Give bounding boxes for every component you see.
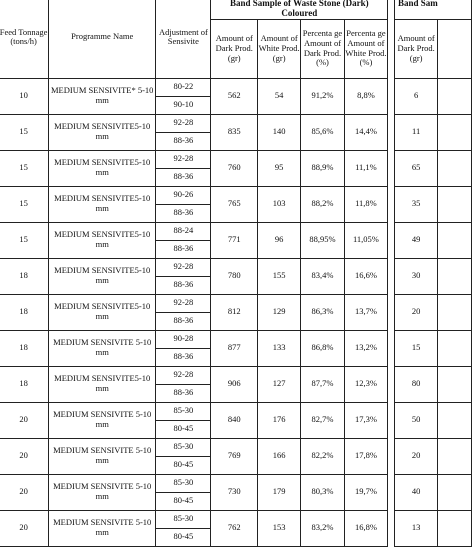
extra-cell bbox=[438, 78, 472, 114]
adjustment-header: Adjustment of Sensivite bbox=[156, 0, 211, 78]
extra-cell bbox=[438, 114, 472, 150]
adjustment-cell: 92-28 bbox=[156, 366, 211, 384]
table-row bbox=[0, 258, 472, 276]
table-row bbox=[0, 222, 472, 240]
dark-prod-cell-2: 20 bbox=[395, 294, 438, 330]
extra-cell bbox=[438, 150, 472, 186]
table-row bbox=[0, 186, 472, 204]
programme-name-cell: MEDIUM SENSIVITE5-10 mm bbox=[49, 186, 156, 222]
extra-cell bbox=[438, 222, 472, 258]
adjustment-cell: 92-28 bbox=[156, 258, 211, 276]
pct-white-cell: 17,8% bbox=[344, 438, 387, 474]
dark-prod-cell: 877 bbox=[211, 330, 258, 366]
white-prod-header: Amount of White Prod. (gr) bbox=[258, 19, 301, 78]
adjustment-cell: 88-36 bbox=[156, 276, 211, 294]
pct-dark-cell: 88,95% bbox=[301, 222, 344, 258]
white-prod-cell: 166 bbox=[258, 438, 301, 474]
pct-white-cell: 11,1% bbox=[344, 150, 387, 186]
adjustment-cell: 80-45 bbox=[156, 456, 211, 474]
feed-tonnage-cell: 20 bbox=[0, 474, 49, 510]
adjustment-cell: 88-24 bbox=[156, 222, 211, 240]
gap-cell bbox=[388, 510, 395, 546]
adjustment-cell: 80-45 bbox=[156, 420, 211, 438]
dark-prod-cell-2: 20 bbox=[395, 438, 438, 474]
table-row bbox=[0, 114, 472, 132]
pct-white-cell: 12,3% bbox=[344, 366, 387, 402]
white-prod-cell: 96 bbox=[258, 222, 301, 258]
pct-dark-cell: 83,2% bbox=[301, 510, 344, 546]
programme-name-cell: MEDIUM SENSIVITE5-10 mm bbox=[49, 114, 156, 150]
extra-cell bbox=[438, 510, 472, 546]
white-prod-cell: 129 bbox=[258, 294, 301, 330]
table-row bbox=[0, 330, 472, 348]
pct-dark-cell: 86,3% bbox=[301, 294, 344, 330]
white-prod-cell: 127 bbox=[258, 366, 301, 402]
dark-prod-cell-2: 13 bbox=[395, 510, 438, 546]
feed-tonnage-cell: 18 bbox=[0, 366, 49, 402]
gap-cell bbox=[388, 258, 395, 294]
programme-name-cell: MEDIUM SENSIVITE 5-10 mm bbox=[49, 474, 156, 510]
dark-prod-cell-2: 30 bbox=[395, 258, 438, 294]
extra-cell bbox=[438, 402, 472, 438]
feed-tonnage-cell: 15 bbox=[0, 150, 49, 186]
dark-prod-cell: 730 bbox=[211, 474, 258, 510]
feed-tonnage-cell: 20 bbox=[0, 402, 49, 438]
table-row bbox=[0, 438, 472, 456]
adjustment-cell: 80-45 bbox=[156, 528, 211, 546]
pct-dark-cell: 82,2% bbox=[301, 438, 344, 474]
pct-white-cell: 13,2% bbox=[344, 330, 387, 366]
dark-prod-cell: 771 bbox=[211, 222, 258, 258]
white-prod-cell: 153 bbox=[258, 510, 301, 546]
gap-cell bbox=[388, 474, 395, 510]
pct-white-cell: 16,6% bbox=[344, 258, 387, 294]
white-prod-cell: 179 bbox=[258, 474, 301, 510]
pct-white-cell: 14,4% bbox=[344, 114, 387, 150]
dark-prod-cell: 812 bbox=[211, 294, 258, 330]
gap-cell bbox=[388, 0, 395, 19]
extra-cell bbox=[438, 474, 472, 510]
feed-tonnage-cell: 18 bbox=[0, 294, 49, 330]
dark-prod-cell-2: 35 bbox=[395, 186, 438, 222]
pct-white-cell: 11,05% bbox=[344, 222, 387, 258]
gap-cell bbox=[388, 19, 395, 78]
feed-tonnage-cell: 18 bbox=[0, 258, 49, 294]
dark-prod-cell: 762 bbox=[211, 510, 258, 546]
feed-tonnage-cell: 15 bbox=[0, 114, 49, 150]
pct-dark-cell: 82,7% bbox=[301, 402, 344, 438]
dark-prod-cell-2: 65 bbox=[395, 150, 438, 186]
pct-dark-header: Percenta ge Amount of Dark Prod. (%) bbox=[301, 19, 344, 78]
extra-cell bbox=[438, 186, 472, 222]
gap-cell bbox=[388, 186, 395, 222]
dark-prod-cell-2: 50 bbox=[395, 402, 438, 438]
pct-dark-cell: 83,4% bbox=[301, 258, 344, 294]
dark-prod-cell: 562 bbox=[211, 78, 258, 114]
programme-name-cell: MEDIUM SENSIVITE5-10 mm bbox=[49, 222, 156, 258]
adjustment-cell: 88-36 bbox=[156, 240, 211, 258]
pct-dark-cell: 86,8% bbox=[301, 330, 344, 366]
adjustment-cell: 88-36 bbox=[156, 312, 211, 330]
adjustment-cell: 80-45 bbox=[156, 492, 211, 510]
dark-prod-cell-2: 15 bbox=[395, 330, 438, 366]
pct-white-cell: 11,8% bbox=[344, 186, 387, 222]
pct-dark-cell: 87,7% bbox=[301, 366, 344, 402]
feed-tonnage-cell: 15 bbox=[0, 186, 49, 222]
table-row bbox=[0, 294, 472, 312]
adjustment-cell: 85-30 bbox=[156, 402, 211, 420]
pct-dark-cell: 88,9% bbox=[301, 150, 344, 186]
table-row bbox=[0, 78, 472, 96]
gap-cell bbox=[388, 78, 395, 114]
pct-dark-cell: 80,3% bbox=[301, 474, 344, 510]
pct-white-cell: 16,8% bbox=[344, 510, 387, 546]
adjustment-cell: 92-28 bbox=[156, 150, 211, 168]
dark-prod-cell: 760 bbox=[211, 150, 258, 186]
adjustment-cell: 88-36 bbox=[156, 348, 211, 366]
dark-prod-cell: 765 bbox=[211, 186, 258, 222]
adjustment-cell: 92-28 bbox=[156, 114, 211, 132]
adjustment-cell: 85-30 bbox=[156, 438, 211, 456]
dark-prod-cell: 780 bbox=[211, 258, 258, 294]
extra-cell bbox=[438, 366, 472, 402]
programme-name-cell: MEDIUM SENSIVITE5-10 mm bbox=[49, 150, 156, 186]
gap-cell bbox=[388, 150, 395, 186]
adjustment-cell: 85-30 bbox=[156, 510, 211, 528]
table-row bbox=[0, 366, 472, 384]
programme-name-cell: MEDIUM SENSIVITE* 5-10 mm bbox=[49, 78, 156, 114]
table-row bbox=[0, 510, 472, 528]
adjustment-cell: 80-22 bbox=[156, 78, 211, 96]
programme-name-cell: MEDIUM SENSIVITE5-10 mm bbox=[49, 294, 156, 330]
adjustment-cell: 88-36 bbox=[156, 132, 211, 150]
extra-cell bbox=[438, 330, 472, 366]
dark-prod-cell-2: 6 bbox=[395, 78, 438, 114]
white-prod-cell: 133 bbox=[258, 330, 301, 366]
pct-dark-cell: 88,2% bbox=[301, 186, 344, 222]
adjustment-cell: 85-30 bbox=[156, 474, 211, 492]
adjustment-cell: 88-36 bbox=[156, 384, 211, 402]
band-sample-group-header: Band Sample of Waste Stone (Dark) Coloured bbox=[211, 0, 388, 19]
pct-dark-cell: 91,2% bbox=[301, 78, 344, 114]
programme-name-cell: MEDIUM SENSIVITE 5-10 mm bbox=[49, 510, 156, 546]
pct-white-cell: 13,7% bbox=[344, 294, 387, 330]
gap-cell bbox=[388, 114, 395, 150]
feed-tonnage-cell: 10 bbox=[0, 78, 49, 114]
gap-cell bbox=[388, 438, 395, 474]
pct-white-cell: 8,8% bbox=[344, 78, 387, 114]
table-body bbox=[0, 78, 472, 546]
white-prod-cell: 54 bbox=[258, 78, 301, 114]
table-row bbox=[0, 402, 472, 420]
adjustment-cell: 90-28 bbox=[156, 330, 211, 348]
gap-cell bbox=[388, 402, 395, 438]
adjustment-cell: 90-10 bbox=[156, 96, 211, 114]
programme-name-header: Programme Name bbox=[49, 0, 156, 78]
extra-cell bbox=[438, 294, 472, 330]
adjustment-cell: 92-28 bbox=[156, 294, 211, 312]
gap-cell bbox=[388, 330, 395, 366]
pct-dark-cell: 85,6% bbox=[301, 114, 344, 150]
white-prod-cell: 176 bbox=[258, 402, 301, 438]
table-row bbox=[0, 150, 472, 168]
dark-prod-cell: 769 bbox=[211, 438, 258, 474]
white-prod-cell: 95 bbox=[258, 150, 301, 186]
dark-prod-cell: 906 bbox=[211, 366, 258, 402]
feed-tonnage-cell: 15 bbox=[0, 222, 49, 258]
dark-prod-cell: 835 bbox=[211, 114, 258, 150]
table-row bbox=[0, 474, 472, 492]
feed-tonnage-cell: 20 bbox=[0, 438, 49, 474]
dark-prod-header: Amount of Dark Prod. (gr) bbox=[211, 19, 258, 78]
adjustment-cell: 88-36 bbox=[156, 168, 211, 186]
feed-tonnage-cell: 20 bbox=[0, 510, 49, 546]
programme-name-cell: MEDIUM SENSIVITE5-10 mm bbox=[49, 258, 156, 294]
adjustment-cell: 88-36 bbox=[156, 204, 211, 222]
pct-white-header: Percenta ge Amount of White Prod. (%) bbox=[344, 19, 387, 78]
programme-name-cell: MEDIUM SENSIVITE 5-10 mm bbox=[49, 402, 156, 438]
gap-cell bbox=[388, 222, 395, 258]
white-prod-cell: 140 bbox=[258, 114, 301, 150]
pct-white-cell: 17,3% bbox=[344, 402, 387, 438]
dark-prod-cell: 840 bbox=[211, 402, 258, 438]
extra-cell bbox=[438, 438, 472, 474]
band-sample-group-header-2: Band Sam bbox=[395, 0, 472, 19]
pct-white-cell: 19,7% bbox=[344, 474, 387, 510]
dark-prod-cell-2: 49 bbox=[395, 222, 438, 258]
white-prod-cell: 155 bbox=[258, 258, 301, 294]
extra-header bbox=[438, 19, 472, 78]
programme-name-cell: MEDIUM SENSIVITE5-10 mm bbox=[49, 366, 156, 402]
gap-cell bbox=[388, 366, 395, 402]
feed-tonnage-header: Feed Tonnage (tons/h) bbox=[0, 0, 49, 78]
extra-cell bbox=[438, 258, 472, 294]
dark-prod-header-2: Amount of Dark Prod. (gr) bbox=[395, 19, 438, 78]
gap-cell bbox=[388, 294, 395, 330]
dark-prod-cell-2: 40 bbox=[395, 474, 438, 510]
dark-prod-cell-2: 11 bbox=[395, 114, 438, 150]
dark-prod-cell-2: 80 bbox=[395, 366, 438, 402]
programme-name-cell: MEDIUM SENSIVITE 5-10 mm bbox=[49, 438, 156, 474]
programme-name-cell: MEDIUM SENSIVITE 5-10 mm bbox=[49, 330, 156, 366]
adjustment-cell: 90-26 bbox=[156, 186, 211, 204]
feed-tonnage-cell: 18 bbox=[0, 330, 49, 366]
white-prod-cell: 103 bbox=[258, 186, 301, 222]
